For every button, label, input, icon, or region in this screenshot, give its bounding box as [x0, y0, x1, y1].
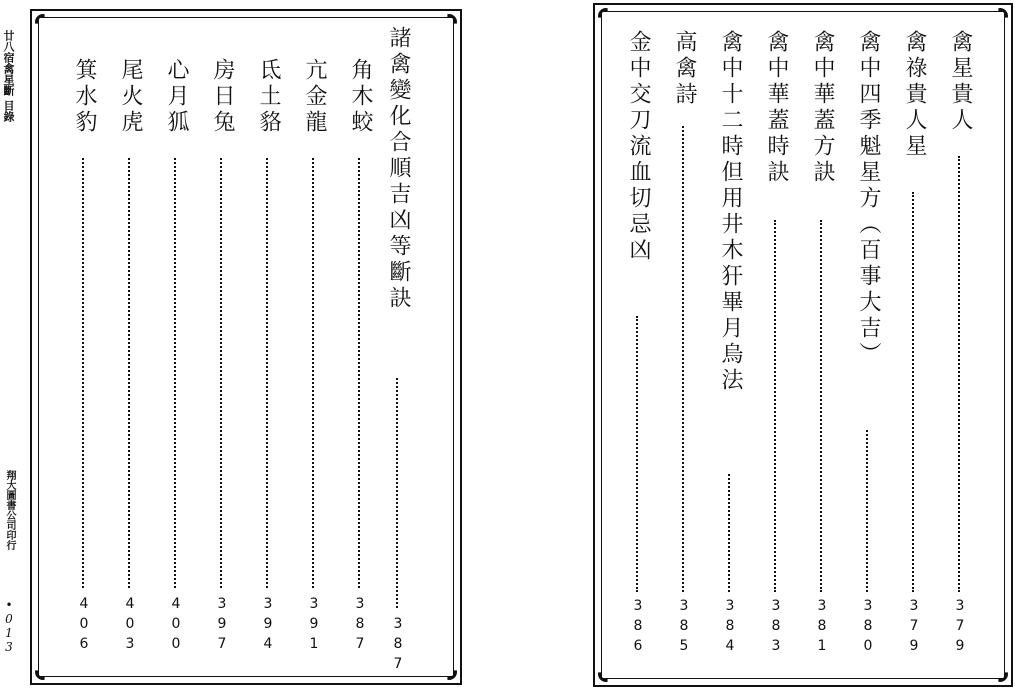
dot-leader [774, 220, 776, 592]
toc-entry-title: 禽中華蓋方訣 [810, 30, 835, 186]
toc-entry[interactable] [670, 30, 698, 654]
sheet-page-number [3, 598, 15, 654]
dot-leader [312, 158, 314, 588]
toc-page-number: 4 0 6 [79, 596, 89, 652]
dot-leader [958, 156, 960, 592]
toc-entry-title: 金中交刀流血切忌凶 [626, 30, 651, 264]
dot-leader [174, 158, 176, 588]
sheet-page-digit: • [5, 598, 13, 612]
toc-entry[interactable] [254, 58, 282, 652]
frame-corner-ornament [598, 666, 614, 682]
dot-leader [396, 378, 398, 608]
toc-page-number: 3 9 1 [309, 596, 319, 652]
toc-page-number: 3 8 4 [725, 598, 735, 654]
dot-leader [820, 220, 822, 592]
sheet-page-digit: 1 [5, 626, 13, 640]
dot-leader [682, 126, 684, 592]
sheet-page-digit: 0 [5, 612, 13, 626]
toc-entry[interactable] [70, 58, 98, 652]
toc-entry[interactable] [346, 58, 374, 652]
dot-leader [636, 316, 638, 592]
toc-entry-title: 禽中十二時但用井木犴畢月烏法 [718, 30, 743, 394]
frame-corner-ornament [441, 14, 457, 30]
toc-entry-title: 心月狐 [164, 58, 189, 136]
toc-page-number: 3 8 0 [863, 598, 873, 654]
toc-entry-title: 禽星貴人 [948, 30, 973, 134]
toc-page-number: 3 7 9 [955, 598, 965, 654]
toc-entry[interactable] [762, 30, 790, 654]
toc-entry[interactable] [900, 30, 928, 654]
toc-entry[interactable] [854, 30, 882, 654]
frame-corner-ornament [992, 666, 1008, 682]
publisher-imprint: 翔大圖書公司印行 [4, 470, 15, 550]
toc-entry-title: 禽祿貴人星 [902, 30, 927, 160]
toc-page-number: 3 8 3 [771, 598, 781, 654]
toc-entry-title: 房日兔 [210, 58, 235, 136]
dot-leader [82, 158, 84, 588]
toc-entry-title: 尾火虎 [118, 58, 143, 136]
toc-page-number: 3 8 7 [393, 616, 403, 672]
toc-page-number: 4 0 3 [125, 596, 135, 652]
toc-page-number: 3 8 7 [355, 596, 365, 652]
toc-page-number: 3 8 5 [679, 598, 689, 654]
frame-corner-ornament [992, 8, 1008, 24]
toc-entry-title: 諸禽變化合順吉凶等斷訣 [386, 26, 411, 312]
frame-corner-ornament [598, 8, 614, 24]
toc-entry[interactable] [946, 30, 974, 654]
toc-page-number: 3 8 6 [633, 598, 643, 654]
dot-leader [128, 158, 130, 588]
toc-entry[interactable] [162, 58, 190, 652]
dot-leader [866, 430, 868, 592]
toc-entry[interactable] [716, 30, 744, 654]
frame-corner-ornament [35, 664, 51, 680]
frame-corner-ornament [35, 14, 51, 30]
toc-entry-title: 角木蛟 [348, 58, 373, 136]
toc-entry[interactable] [300, 58, 328, 652]
dot-leader [266, 158, 268, 588]
toc-entry-title: 箕水豹 [72, 58, 97, 136]
frame-corner-ornament [441, 664, 457, 680]
toc-entry[interactable] [384, 26, 412, 672]
dot-leader [728, 474, 730, 592]
toc-entry-title: 禽中華蓋時訣 [764, 30, 789, 186]
toc-page-number: 3 9 4 [263, 596, 273, 652]
toc-page-number: 3 7 9 [909, 598, 919, 654]
sheet-page-digit: 3 [5, 640, 13, 654]
dot-leader [358, 158, 360, 588]
toc-page-number: 4 0 0 [171, 596, 181, 652]
toc-entry[interactable] [624, 30, 652, 654]
toc-page-number: 3 9 7 [217, 596, 227, 652]
toc-entry[interactable] [808, 30, 836, 654]
book-spine-title: 廿八宿禽星斷 目錄 [2, 30, 15, 122]
toc-page-number: 3 8 1 [817, 598, 827, 654]
toc-entry-title: 亢金龍 [302, 58, 327, 136]
toc-entry-title: 高禽詩 [672, 30, 697, 108]
toc-entry[interactable] [208, 58, 236, 652]
dot-leader [912, 192, 914, 592]
toc-entry-title: 氐土貉 [256, 58, 281, 136]
toc-entry[interactable] [116, 58, 144, 652]
dot-leader [220, 158, 222, 588]
toc-entry-title: 禽中四季魁星方（百事大吉） [856, 30, 881, 368]
